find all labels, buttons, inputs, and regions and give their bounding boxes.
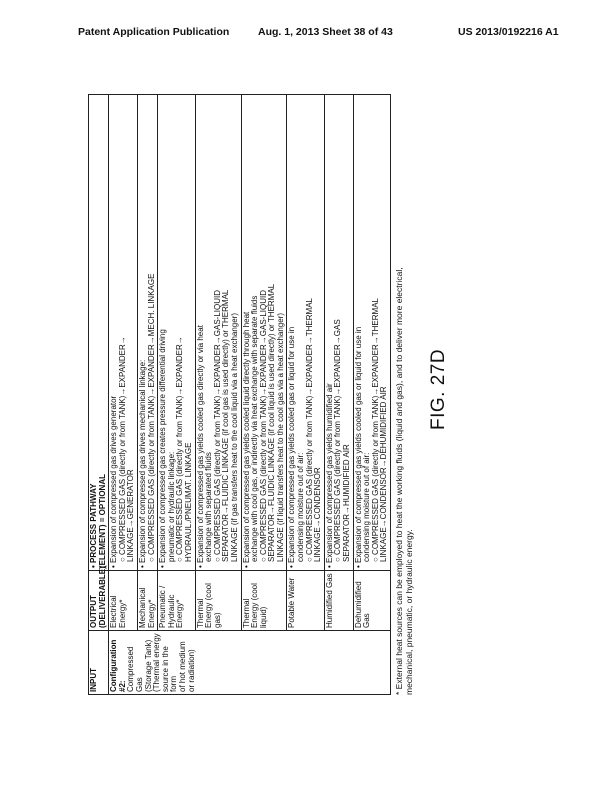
table-row: [195, 95, 241, 695]
output-cell: Mechanical Energy*: [137, 571, 157, 631]
pathway-line: HYDRAUL./PNEUMAT. LINKAGE: [183, 442, 193, 562]
pathway-line: SEPARATOR→FLUIDIC LINKAGE (if cool gas is used directly) or THERMAL: [221, 289, 231, 562]
process-pathway-table: [88, 94, 391, 695]
pathway-line: • Expansion of compressed gas yields cooled gas directly or via heat: [195, 325, 205, 568]
pathway-line: SEPARATOR→FLUIDIC LINKAGE (if cool liquid is used directly) or THERMAL: [267, 283, 277, 562]
footnote: [395, 95, 414, 695]
pathway-line: pneumatic or hydraulic linkage:: [166, 451, 176, 562]
pathway-cell: [195, 95, 241, 571]
input-line: (Thermal energy: [152, 633, 162, 692]
table-row: [158, 95, 195, 695]
output-cell: Thermal Energy (cool gas): [195, 571, 241, 631]
pathway-line: • Expansion of compressed gas drives generator: [109, 395, 119, 568]
pathway-line: • Expansion of compressed gas yields cooled liquid directly through heat: [241, 311, 251, 568]
pathway-cell: [158, 95, 195, 571]
pathway-line: • Expansion of compressed gas drives mechanical linkage:: [137, 359, 147, 568]
pathway-line: LINKAGE→CONDENSOR: [313, 467, 323, 562]
header-output: OUTPUT (DELIVERABLE): [89, 571, 109, 631]
table-row: [324, 95, 353, 695]
pathway-line: condensing moisture out of air:: [362, 452, 372, 562]
input-line: (Storage Tank): [143, 639, 153, 692]
pathway-cell: [324, 95, 353, 571]
pathway-line: exchange with separated fluids: [204, 452, 214, 562]
pathway-line: ○ COMPRESSED GAS (directly or from TANK)→EXPANDER→THERMAL: [370, 298, 380, 562]
table-row: [109, 95, 138, 695]
input-line: source in the form: [160, 646, 179, 692]
pathway-line: • Expansion of compressed gas creates pressure differential driving: [158, 329, 168, 568]
header-pathway-label: • PROCESS PATHWAY: [89, 483, 98, 568]
rotated-figure-sheet: [88, 95, 548, 695]
table-header-row: [89, 95, 109, 695]
pathway-line: ○ COMPRESSED GAS (directly or from TANK)→EXPANDER→GAS-LIQUID: [212, 290, 222, 562]
table-row: [241, 95, 287, 695]
output-cell: Potable Water: [287, 571, 324, 631]
header-pathway-suffix: (ELEMENT) = OPTIONAL: [97, 474, 107, 568]
pathway-line: SEPARATOR→HUMIDIFIED AIR: [342, 444, 352, 562]
pathway-line: LINKAGE (if liquid transfers heat to the cool gas via a heat exchanger): [275, 312, 285, 562]
output-cell: Thermal Energy (cool liquid): [241, 571, 287, 631]
publication-number: US 2013/0192216 A1: [458, 26, 559, 38]
pathway-cell: [353, 95, 390, 571]
input-line: of hot medium: [177, 641, 187, 692]
output-cell: Electrical Energy*: [109, 571, 138, 631]
pathway-line: ○ COMPRESSED GAS (directly or from TANK)→EXPANDER→: [175, 336, 185, 562]
pathway-line: ○ COMPRESSED GAS (directly or from TANK)→EXPANDER→: [117, 336, 127, 562]
figure-label: FIG. 27D: [428, 348, 449, 430]
pathway-line: LINKAGE→GENERATOR: [126, 469, 136, 562]
table-row: [287, 95, 324, 695]
pathway-cell: [137, 95, 157, 571]
pathway-line: • Expansion of compressed gas yields humidified air: [324, 383, 334, 568]
pathway-line: ○ COMPRESSED GAS (directly or from TANK)→EXPANDER→GAS-LIQUID: [258, 290, 268, 562]
input-line: Compressed Gas: [126, 646, 144, 692]
pathway-line: ○ COMPRESSED GAS (directly or from TANK)→EXPANDER→MECH. LINKAGE: [146, 273, 156, 562]
pathway-line: condensing moisture out of air:: [296, 452, 306, 562]
publication-date-sheet: Aug. 1, 2013 Sheet 38 of 43: [258, 26, 393, 38]
pathway-line: • Expansion of compressed gas yields cooled gas or liquid for use in: [287, 326, 297, 568]
pathway-line: ○ COMPRESSED GAS (directly or from TANK)→EXPANDER→GAS: [333, 319, 343, 562]
footnote-line: * External heat sources can be employed to heat the working fluids (liquid and gas), and to deliver more electrical,: [394, 267, 404, 695]
pathway-line: ○ COMPRESSED GAS (directly or from TANK)→EXPANDER→THERMAL: [304, 298, 314, 562]
pathway-line: • Expansion of compressed gas yields cooled gas or liquid for use in: [353, 326, 363, 568]
footnote-line: mechanical, pneumatic, or hydraulic energy.: [403, 529, 414, 695]
output-cell: Pneumatic / Hydraulic Energy*: [158, 571, 195, 631]
input-line: or radiation): [186, 649, 196, 692]
pathway-line: LINKAGE (if gas transfers heat to the cool liquid via a heat exchanger): [229, 312, 239, 562]
header-input: INPUT: [89, 631, 109, 695]
input-cell: [109, 631, 391, 695]
pathway-cell: [241, 95, 287, 571]
config-title: Configuration #2:: [109, 639, 127, 692]
output-cell: Dehumidified Gas: [353, 571, 390, 631]
table-row: [353, 95, 390, 695]
publication-title: Patent Application Publication: [78, 26, 230, 38]
header-pathway: [89, 95, 109, 571]
output-cell: Humidified Gas: [324, 571, 353, 631]
page-header: [0, 26, 614, 42]
pathway-line: LINKAGE→CONDENSOR→DEHUMIDIFIED AIR: [379, 386, 389, 562]
pathway-cell: [287, 95, 324, 571]
pathway-cell: [109, 95, 138, 571]
pathway-line: exchange with cool gas, or indirectly via heat exchange with separate fluids: [250, 295, 260, 562]
table-row: [137, 95, 157, 695]
